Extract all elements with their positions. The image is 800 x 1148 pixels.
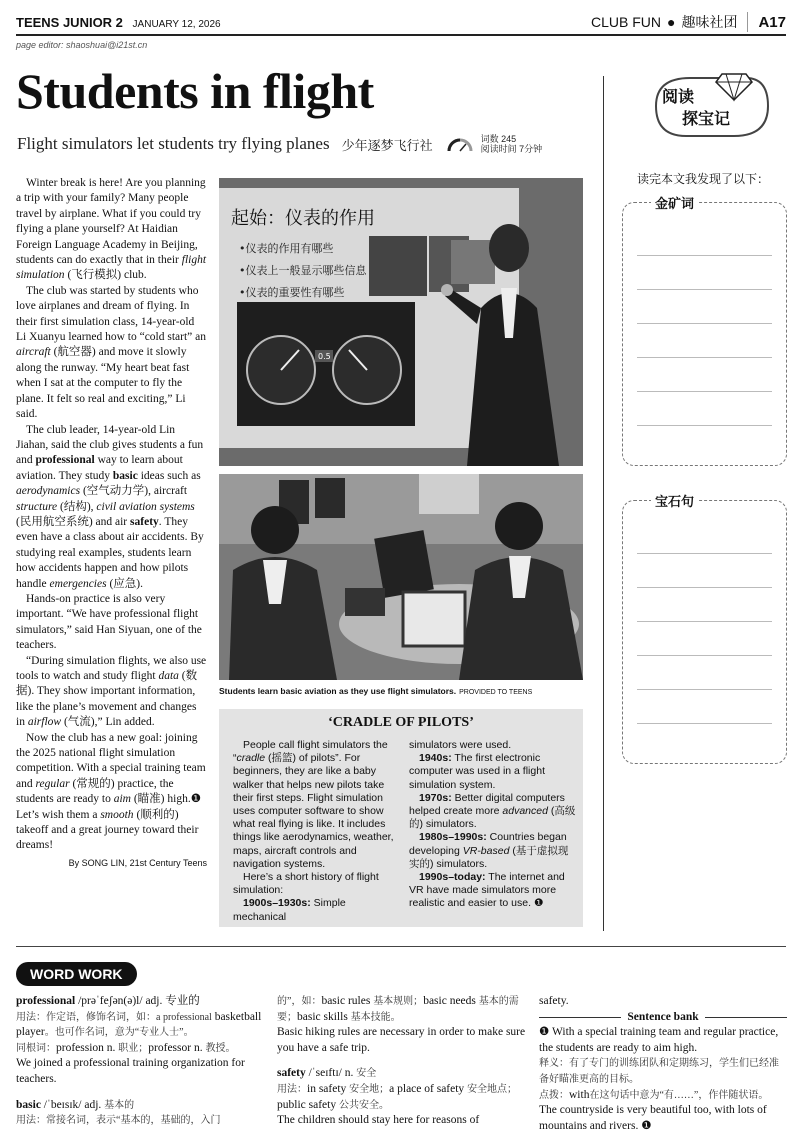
ww-line: 用法：常接名词，表示“基本的，基础的，入门 [16,1115,221,1127]
ww-line: 的”，如：basic rules 基本规则；basic needs 基本的需要；basic skills 基本技能。 [277,995,519,1023]
body-paragraph: Hands-on practice is also very important. “We have professional flight simulators,” said Han Siyuan, one of the teachers. [16,592,202,652]
body-paragraph: Winter break is here! Are you planning a trip with your family? Many people travel by airplane. What if you could try flying a plane yourself? At Haidian Foreign Language Academy in Beijing, students can do exactly that in their flight simulation (飞行模拟) club. [16,177,207,282]
gauge-readout: 0.5 [318,352,331,361]
caption-credit: PROVIDED TO TEENS [459,689,533,696]
ww-line: 用法：in safety 安全地；a place of safety 安全地点；public safety 公共安全。 [277,1082,518,1111]
word-work-column-2 [277,994,527,1129]
box-column-left [233,739,401,924]
subhead-cn: 少年逐梦飞行社 [341,137,433,153]
photo-caption [219,686,532,696]
section-name: TEENS JUNIOR 2 [16,15,123,30]
box-paragraph: simulators were used. [409,739,512,751]
page-editor: page editor: shaoshuai@i21st.cn [16,40,148,50]
ww-line: 用法：作定语，修饰名词，如：a professional basketball player。也可作名词，意为“专业人士”。 [16,1010,262,1039]
body-paragraph: “During simulation flights, we also use tools to watch and study flight data (数据). They show important information, like the plane’s movement and changes in airflow (气流),” Lin added. [16,654,207,729]
reading-gauge-icon [447,136,473,152]
caption-text: Students learn basic aviation as they use flight simulators. [219,686,457,696]
note-line [637,255,772,256]
box-paragraph: Here’s a short history of flight simulation: [233,871,379,897]
page-number: A17 [758,13,786,31]
rule-left [539,1017,621,1018]
ww-line: safety /ˈseɪftɪ/ n. 安全 [277,1067,377,1080]
box-paragraph: People call flight simulators the “cradle (摇篮) of pilots”. For beginners, they are like a baby walker that helps new pilots take their first steps. Flight simulation uses computer software to show what real flying is like. It includes things like aerodynamics, weather, maps, aircraft controls and navigation systems. [233,739,394,870]
box-paragraph: 1980s–1990s: Countries began developing VR-based (基于虚拟现实的) simulators. [409,831,569,870]
ww-line: safety. [539,995,569,1007]
slide-title: 起始：仪表的作用 [231,208,375,229]
word-count: 词数 245 [480,134,517,144]
slide-bullet: •仪表的重要性有哪些 [239,286,345,299]
classroom-photo [219,178,583,466]
box-column-right [409,739,577,911]
ww-line: 点拨：with在这句话中意为“有……”，作伴随状语。 [539,1088,769,1101]
golden-words-box [622,196,787,466]
slide-bullet: •仪表的作用有哪些 [239,242,334,255]
slide-bullet: •仪表上一般显示哪些信息 [239,264,367,277]
subhead-text: Flight simulators let students try flying planes [17,134,330,153]
box-title: ‘CRADLE OF PILOTS’ [328,715,474,730]
ww-line: The children should stay here for reasons of [277,1114,480,1127]
byline: By SONG LIN, 21st Century Teens [68,857,207,868]
note-line [637,357,772,358]
headline: Students in flight [16,63,374,119]
diamond-icon [716,74,752,100]
section-header [16,15,221,30]
reading-time: 阅读时间 7分钟 [480,144,543,154]
badge-line2: 探宝记 [682,111,731,128]
box-paragraph: 1990s–today: The internet and VR have made simulators more realistic and easier to use. ❶ [409,871,565,910]
body-paragraph: The club was started by students who love airplanes and dream of flying. In their first simulation class, 14-year-old Li Xuanyu learned how to “cold start” an aircraft (航空器) and move it slowly along the runway. “My heart beat fast when I sat at the computer to fly the plane. It felt so real and exciting,” Li said. [16,284,207,421]
badge-line1: 阅读 [662,89,695,106]
note-line [637,425,772,426]
note-line [637,391,772,392]
subheadline [17,134,542,154]
discover-prompt: 读完本文我发现了以下： [637,172,770,186]
note-line [637,689,772,690]
issue-date: JANUARY 12, 2026 [132,19,221,30]
section-rule [16,946,786,947]
note-line [637,289,772,290]
box-paragraph: 1900s–1930s: Simple mechanical [233,897,346,923]
cradle-sidebar-box [219,709,583,927]
note-line [637,553,772,554]
club-label-cn: 趣味社团 [681,14,738,30]
simulator-photo [219,474,583,680]
gem-sentences-box [622,494,787,764]
ww-line: professional /prəˈfeʃən(ə)l/ adj. 专业的 [16,995,200,1007]
box-paragraph: 1940s: The first electronic computer was used in a flight simulation system. [409,752,545,791]
word-work-column-1 [16,994,264,1129]
spacer [277,1056,527,1066]
ww-line: The countryside is very beautiful too, with lots of mountains and rivers. ❶ [539,1104,767,1132]
ww-line: Basic hiking rules are necessary in order to make sure you have a safe trip. [277,1026,526,1054]
note-line [637,621,772,622]
club-label: CLUB FUN [590,14,661,30]
box1-title: 金矿词 [651,193,698,212]
note-line [637,587,772,588]
spacer [16,1088,264,1098]
reading-treasure-badge [650,70,770,142]
box2-title: 宝石句 [651,491,698,510]
ww-line: 释义：有了专门的训练团队和定期练习，学生们已经准备好瞄准更高的目标。 [539,1058,779,1085]
note-line [637,723,772,724]
note-line [637,655,772,656]
sentence-bank-title: Sentence bank [627,1010,699,1023]
bullet-dot: ● [667,14,676,30]
body-paragraph: Now the club has a new goal: joining the 2025 national flight simulation competition. With a special training team and regular (常规的) practice, the students are ready to aim (瞄准) high.❶ Let’s wish them a smooth (顺利的) takeoff and a great journey toward their dreams! [16,731,206,852]
ww-line: ❶ With a special training team and regular practice, the students are ready to aim high. [539,1026,779,1054]
word-work-column-3 [539,994,787,1134]
ww-line: We joined a professional training organization for teachers. [16,1057,245,1085]
ww-line: 同根词：profession n. 职业；professor n. 教授。 [16,1041,236,1054]
word-work-label: WORD WORK [16,962,137,986]
page-header-right [591,12,786,32]
reading-meta [481,134,543,154]
header-rule [16,34,786,36]
article-body [16,176,207,871]
box-paragraph: 1970s: Better digital computers helped create more advanced (高级的) simulators. [409,791,576,831]
rule-right [705,1017,787,1018]
ww-line: basic /ˈbeɪsɪk/ adj. 基本的 [16,1098,135,1111]
sentence-bank-header [539,1010,787,1026]
header-divider [747,12,748,32]
body-paragraph: The club leader, 14-year-old Lin Jiahan, said the club gives students a fun and professional way to learn about aviation. They study basic ideas such as aerodynamics (空气动力学), aircraft structure (结构), civil aviation systems (民用航空系统) and air safety. They even have a class about air accidents. By studying real examples, students learn how accidents happen and how pilots handle emergencies (应急). [16,423,204,590]
column-divider [603,76,604,931]
note-line [637,323,772,324]
